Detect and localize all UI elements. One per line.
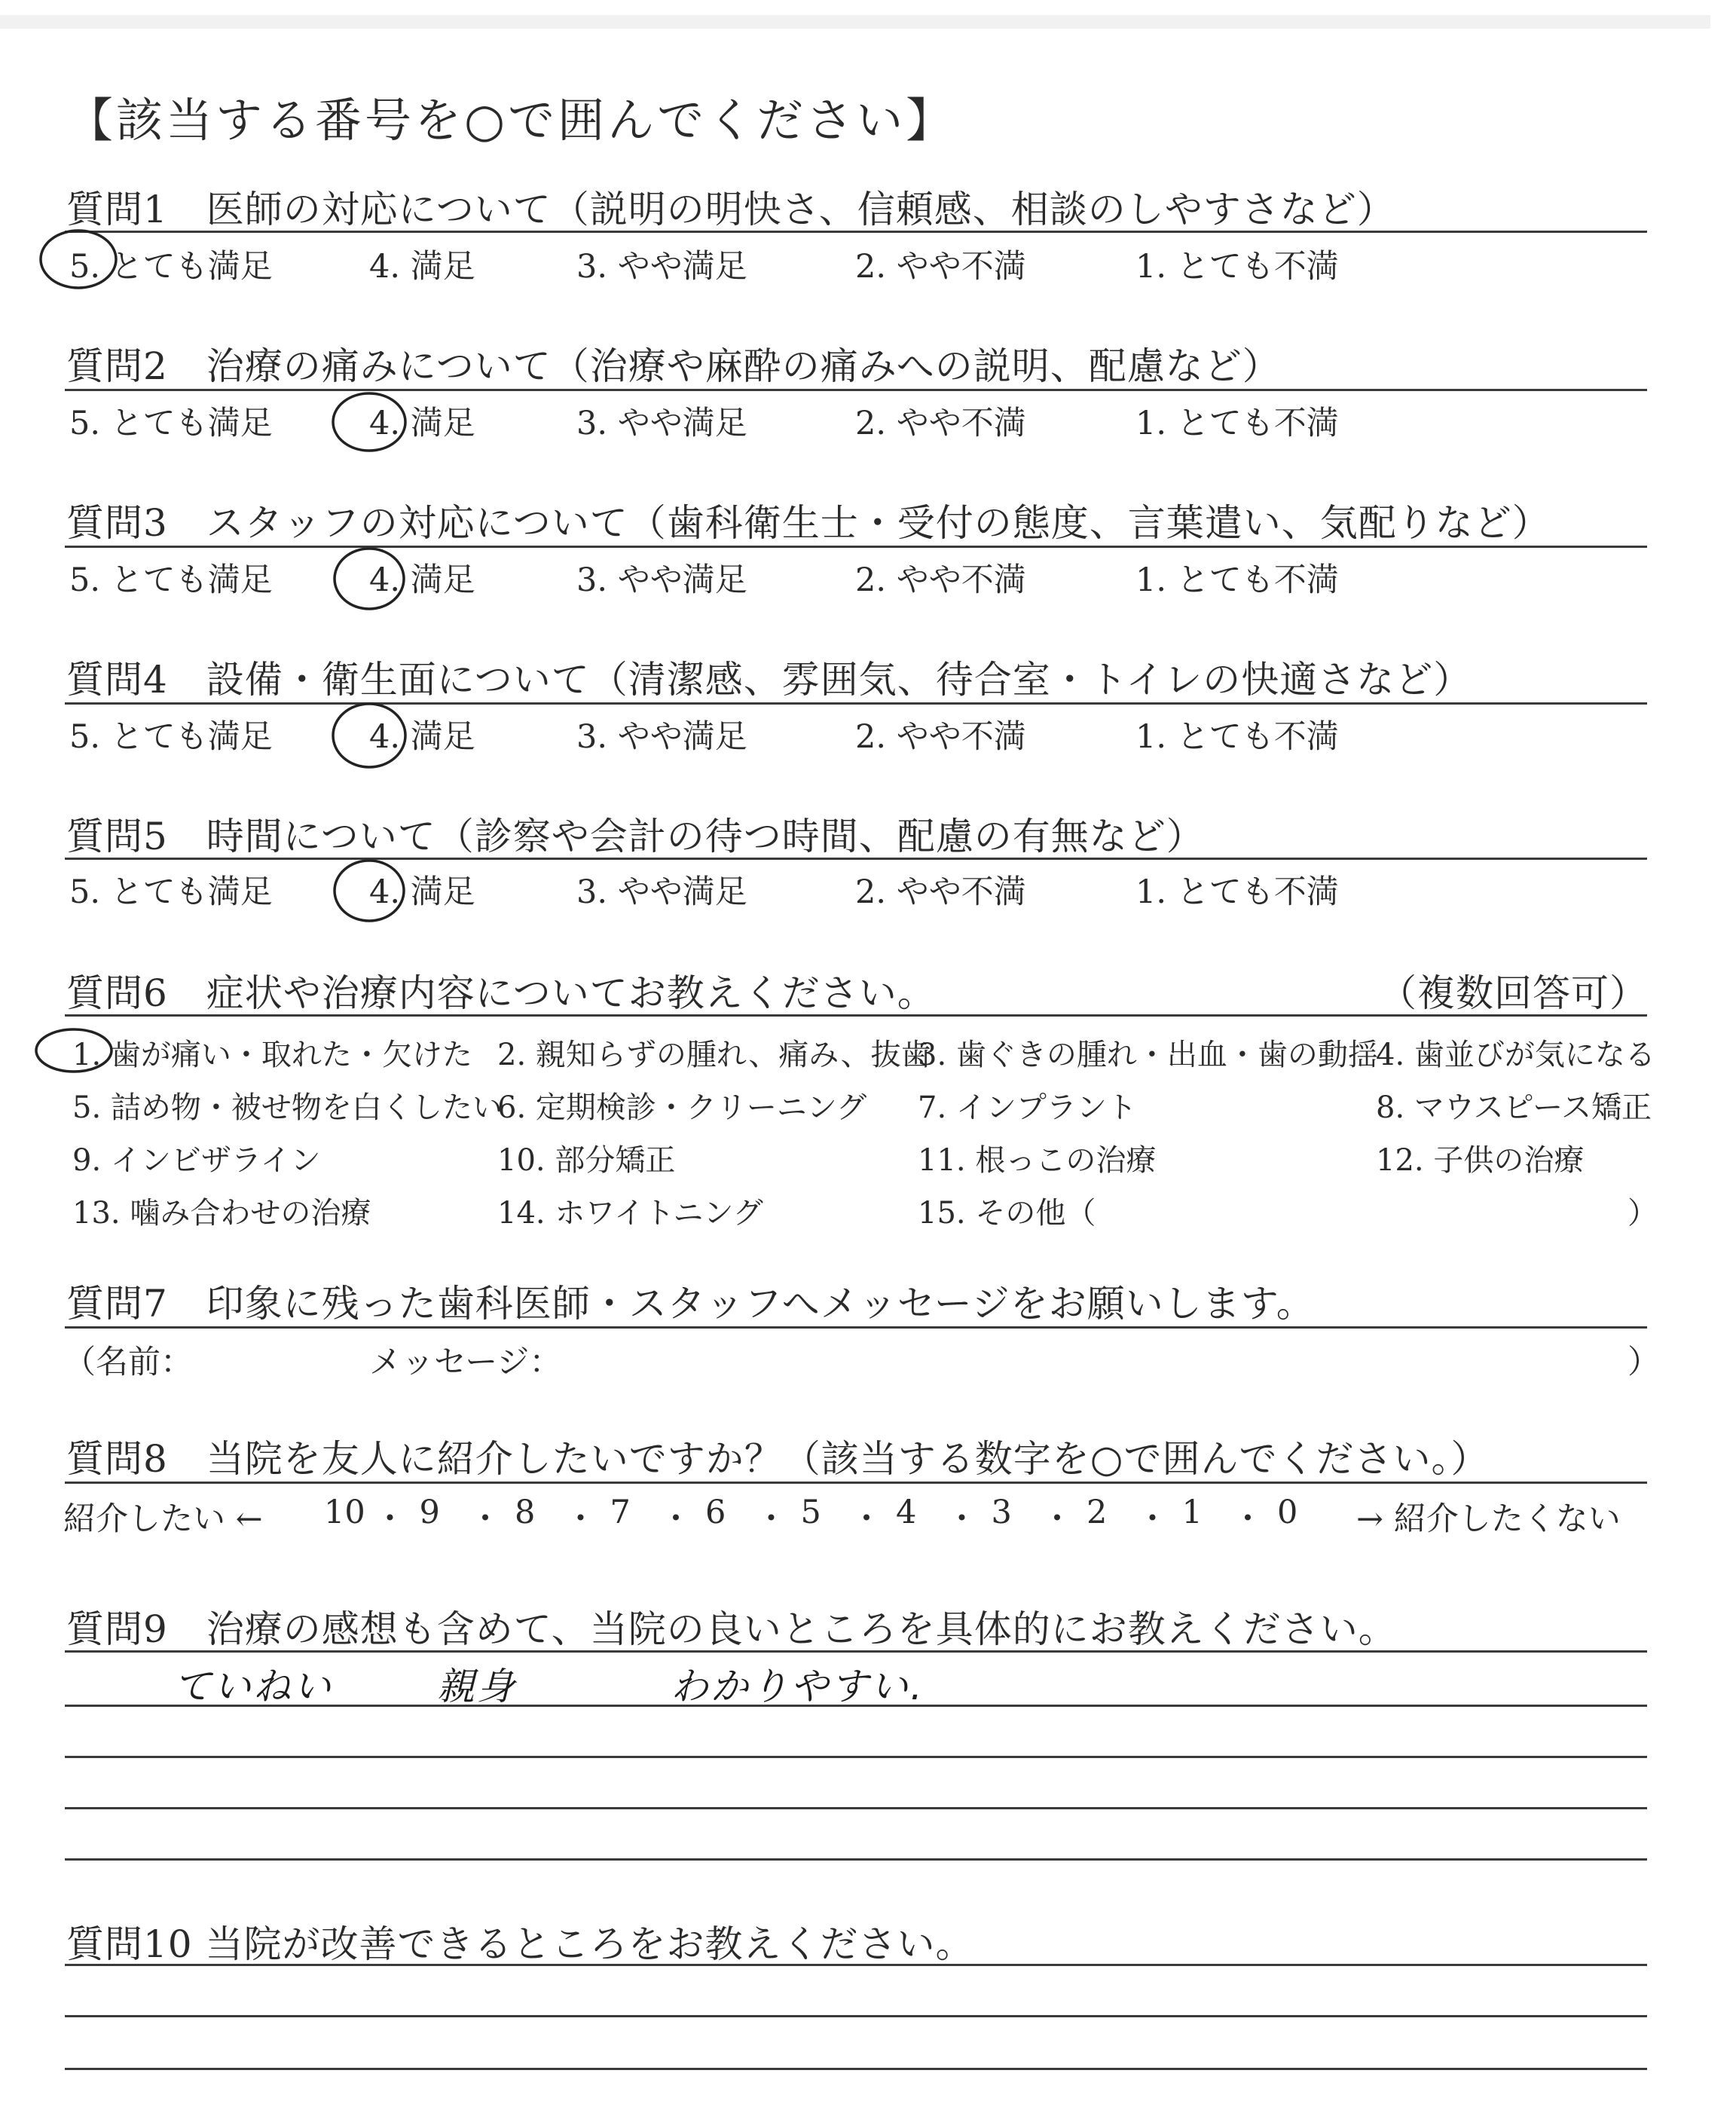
q2-option-3[interactable]: 3. やや満足 (576, 405, 747, 442)
question-6-note: （複数回答可） (1379, 971, 1648, 1015)
q9-answer-3: わかりやすい. (671, 1665, 925, 1708)
q2-answer-circle (324, 386, 414, 461)
q4-option-4[interactable]: 4. 満足 (369, 718, 475, 756)
q2-option-4[interactable]: 4. 満足 (369, 405, 475, 442)
q4-option-2[interactable]: 2. やや不満 (855, 718, 1026, 756)
q8-scale-option-3[interactable]: 3 (991, 1494, 1012, 1531)
q9-write-line-3 (65, 1756, 1647, 1758)
question-4-title: 質問4 設備・衛生面について（清潔感、雰囲気、待合室・トイレの快適さなど） (66, 658, 1472, 702)
q10-write-line-2 (65, 2015, 1647, 2017)
q6-option-2[interactable]: 2. 親知らずの腫れ、痛み、抜歯 (497, 1038, 931, 1072)
q3-option-2[interactable]: 2. やや不満 (855, 561, 1026, 599)
question-5-title: 質問5 時間について（診察や会計の待つ時間、配慮の有無など） (66, 815, 1205, 858)
q5-option-4[interactable]: 4. 満足 (369, 873, 475, 911)
q6-option-14[interactable]: 14. ホワイトニング (497, 1196, 763, 1231)
q6-option-11[interactable]: 11. 根っこの治療 (918, 1143, 1157, 1178)
q8-scale-option-8[interactable]: 8 (515, 1494, 536, 1531)
q6-option-6[interactable]: 6. 定期検診・クリーニング (497, 1090, 867, 1125)
q8-scale-separator: ・ (755, 1500, 787, 1538)
q8-scale-option-7[interactable]: 7 (610, 1494, 631, 1531)
scan-top-strip (0, 15, 1710, 29)
question-5-rule (65, 858, 1647, 860)
q1-option-1[interactable]: 1. とても不満 (1135, 248, 1339, 286)
q3-option-4[interactable]: 4. 満足 (369, 561, 475, 599)
question-8-rule (65, 1482, 1647, 1484)
question-2-rule (65, 389, 1647, 391)
q8-scale-option-5[interactable]: 5 (800, 1494, 821, 1531)
q8-scale-separator: ・ (374, 1500, 406, 1538)
question-10-title: 質問10 当院が改善できるところをお教えください。 (66, 1922, 974, 1966)
q7-close-paren: ） (1628, 1344, 1660, 1381)
q8-scale-option-4[interactable]: 4 (896, 1494, 917, 1531)
q2-option-2[interactable]: 2. やや不満 (855, 405, 1026, 442)
q9-write-line-1 (65, 1650, 1647, 1653)
q9-write-line-5 (65, 1858, 1647, 1861)
q7-message-label: メッセージ： (369, 1344, 562, 1381)
question-4-rule (65, 702, 1647, 705)
q4-option-5[interactable]: 5. とても満足 (69, 718, 273, 756)
q8-scale-separator: ・ (1231, 1500, 1264, 1538)
question-9-title: 質問9 治療の感想も含めて、当院の良いところを具体的にお教えください。 (66, 1607, 1397, 1651)
question-2-title: 質問2 治療の痛みについて（治療や麻酔の痛みへの説明、配慮など） (66, 344, 1281, 388)
question-3-title: 質問3 スタッフの対応について（歯科衛生士・受付の態度、言葉遣い、気配りなど） (66, 501, 1551, 545)
q8-scale-separator: ・ (564, 1500, 597, 1538)
q10-write-line-1 (65, 1964, 1647, 1966)
q9-write-line-4 (65, 1807, 1647, 1809)
q5-option-2[interactable]: 2. やや不満 (855, 873, 1026, 911)
q1-option-5[interactable]: 5. とても満足 (69, 248, 273, 286)
q3-answer-circle (326, 541, 416, 616)
q9-answer-2: 親身 (437, 1665, 517, 1708)
q4-option-1[interactable]: 1. とても不満 (1135, 718, 1339, 756)
question-1-rule (65, 231, 1647, 233)
q6-option-1[interactable]: 1. 歯が痛い・取れた・欠けた (72, 1038, 472, 1072)
q8-scale-option-2[interactable]: 2 (1087, 1494, 1108, 1531)
q6-option-13[interactable]: 13. 噛み合わせの治療 (72, 1196, 371, 1231)
q8-scale-separator: ・ (1136, 1500, 1169, 1538)
q8-scale-separator: ・ (946, 1500, 978, 1538)
q2-option-5[interactable]: 5. とても満足 (69, 405, 273, 442)
question-1-title: 質問1 医師の対応について（説明の明快さ、信頼感、相談のしやすさなど） (66, 188, 1395, 231)
question-3-rule (65, 546, 1647, 548)
q8-scale-option-0[interactable]: 0 (1277, 1494, 1298, 1531)
question-7-title: 質問7 印象に残った歯科医師・スタッフへメッセージをお願いします。 (66, 1282, 1315, 1326)
q1-option-3[interactable]: 3. やや満足 (576, 248, 747, 286)
q9-answer-1: ていねい (173, 1665, 333, 1708)
question-6-title: 質問6 症状や治療内容についてお教えください。 (66, 971, 936, 1015)
q5-answer-circle (326, 853, 416, 928)
q2-option-1[interactable]: 1. とても不満 (1135, 405, 1339, 442)
q8-scale-separator: ・ (469, 1500, 502, 1538)
q6-option-12[interactable]: 12. 子供の治療 (1376, 1143, 1585, 1178)
q10-write-line-3 (65, 2068, 1647, 2070)
q6-option-9[interactable]: 9. インビザライン (72, 1143, 321, 1178)
q6-option-3[interactable]: 3. 歯ぐきの腫れ・出血・歯の動揺 (918, 1038, 1378, 1072)
q6-option-10[interactable]: 10. 部分矯正 (497, 1143, 676, 1178)
q5-option-3[interactable]: 3. やや満足 (576, 873, 747, 911)
q4-option-3[interactable]: 3. やや満足 (576, 718, 747, 756)
q6-option-4[interactable]: 4. 歯並びが気になる (1376, 1038, 1655, 1072)
q6-answer-circle (27, 1022, 118, 1082)
q8-scale-option-9[interactable]: 9 (419, 1494, 440, 1531)
q5-option-5[interactable]: 5. とても満足 (69, 873, 273, 911)
q5-option-1[interactable]: 1. とても不満 (1135, 873, 1339, 911)
q3-option-3[interactable]: 3. やや満足 (576, 561, 747, 599)
q4-answer-circle (324, 696, 417, 775)
q1-answer-circle (30, 219, 121, 294)
q8-right-label: → 紹介したくない (1356, 1500, 1621, 1538)
q8-left-label: 紹介したい ← (63, 1500, 263, 1538)
question-7-rule (65, 1326, 1647, 1329)
q6-option-8[interactable]: 8. マウスピース矯正 (1376, 1090, 1652, 1125)
q3-option-1[interactable]: 1. とても不満 (1135, 561, 1339, 599)
q8-scale-option-10[interactable]: 10 (324, 1494, 365, 1531)
q8-scale-separator: ・ (659, 1500, 692, 1538)
page-title: 【該当する番号を○で囲んでください】 (66, 93, 956, 148)
q6-option-5[interactable]: 5. 詰め物・被せ物を白くしたい (72, 1090, 503, 1125)
q6-option-7[interactable]: 7. インプラント (918, 1090, 1137, 1125)
q3-option-5[interactable]: 5. とても満足 (69, 561, 273, 599)
q1-option-2[interactable]: 2. やや不満 (855, 248, 1026, 286)
q8-scale-option-1[interactable]: 1 (1181, 1494, 1203, 1531)
q8-scale-separator: ・ (850, 1500, 883, 1538)
question-6-rule (65, 1014, 1647, 1017)
q7-name-label: （名前： (63, 1344, 193, 1381)
q6-option-15-close: ） (1628, 1196, 1658, 1231)
q8-scale-option-6[interactable]: 6 (705, 1494, 726, 1531)
q8-scale-separator: ・ (1041, 1500, 1074, 1538)
question-8-title: 質問8 当院を友人に紹介したいですか？（該当する数字を○で囲んでください。） (66, 1437, 1490, 1481)
q6-option-15[interactable]: 15. その他（ (918, 1196, 1096, 1231)
q1-option-4[interactable]: 4. 満足 (369, 248, 475, 286)
